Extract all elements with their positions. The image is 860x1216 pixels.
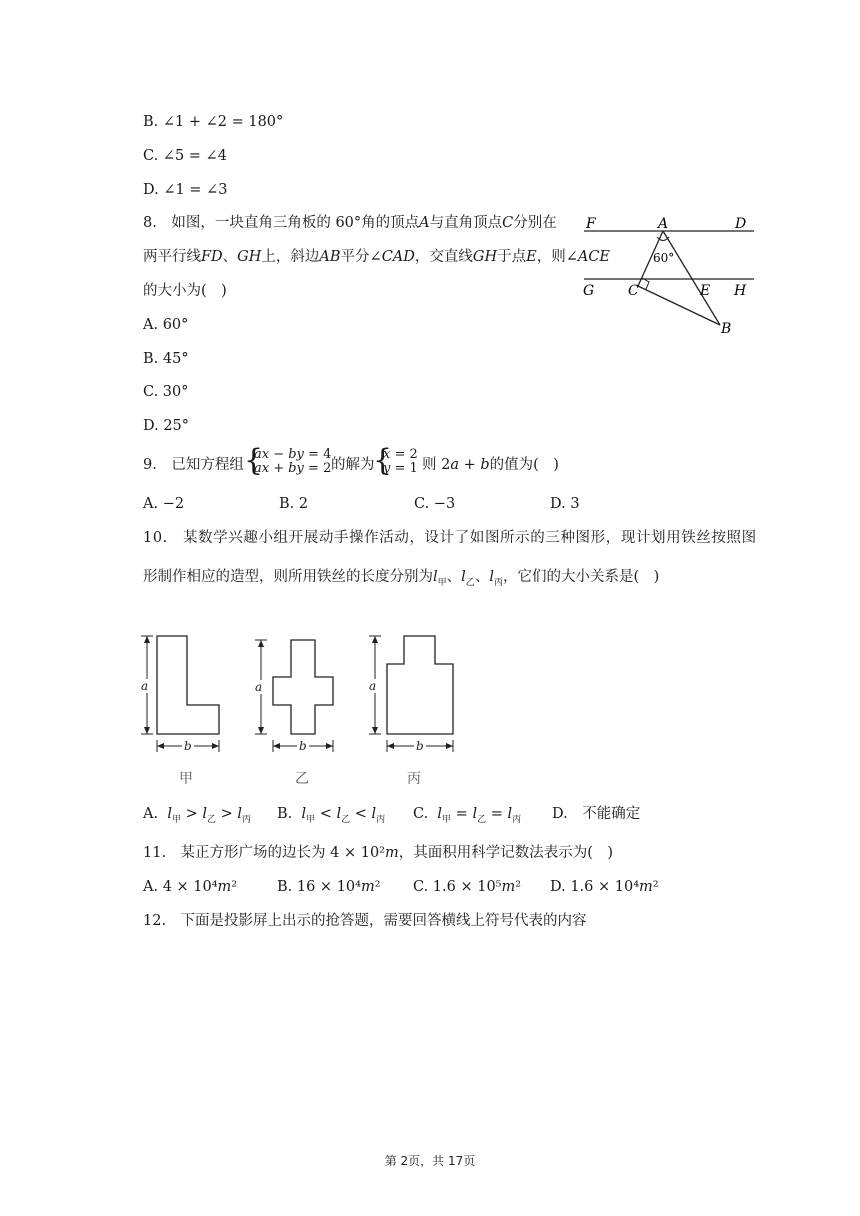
q10-label-b-yi: b	[299, 739, 307, 753]
label-g: G	[583, 283, 595, 299]
q11-option-c: C. 1.6 × 10⁵𝑚²	[413, 879, 522, 895]
q10-caption-jia: 甲	[179, 771, 193, 787]
q10-caption-bing: 丙	[407, 771, 421, 787]
q8-option-c: C. 30°	[143, 384, 189, 400]
label-b: B	[721, 321, 732, 337]
q10-stem-text-b: ，它们的大小关系是( )	[502, 569, 660, 585]
q10-shapes-figure	[135, 628, 465, 790]
q9-equation-2: 𝑎𝑥 + 𝑏𝑦 = 2	[254, 460, 332, 476]
q9-solution-y: 𝑦 = 1	[383, 460, 418, 476]
q11-stem: 11. 某正方形广场的边长为 4 × 10²𝑚，其面积用科学记数法表示为( )	[143, 845, 614, 861]
q10-stem-line2: 形制作相应的造型，则所用铁丝的长度分别为𝑙$_甲$、𝑙$_乙$、𝑙$_丙$，它们的大小关系是( )	[143, 569, 660, 588]
q10-stem-line1: 10. 某数学兴趣小组开展动手操作活动，设计了如图所示的三种图形，现计划用铁丝按照图	[143, 530, 757, 546]
q7-option-c: C. ∠5 = ∠4	[143, 148, 227, 164]
q7-option-d: D. ∠1 = ∠3	[143, 182, 228, 198]
q9-left-brace: {	[244, 443, 264, 478]
q10-option-a: A. 𝑙$_甲$ > 𝑙$_乙$ > 𝑙$_丙$	[143, 806, 252, 825]
q11-option-a: A. 4 × 10⁴𝑚²	[143, 879, 238, 895]
q9-option-c: C. −3	[414, 496, 456, 512]
q9-solution-x: 𝑥 = 2	[383, 447, 418, 462]
q9-solution	[383, 448, 418, 475]
q8-stem-line3: 的大小为( )	[143, 283, 227, 299]
q11-option-b: B. 16 × 10⁴𝑚²	[277, 879, 381, 895]
q9-middle: 的解为	[331, 457, 375, 473]
q10-stem-text-a: 形制作相应的造型，则所用铁丝的长度分别为	[143, 569, 433, 585]
label-c: C	[628, 283, 639, 299]
label-d: D	[735, 216, 747, 232]
q7-option-b: B. ∠1 + ∠2 = 180°	[143, 114, 284, 130]
q8-option-d: D. 25°	[143, 418, 190, 434]
q8-geometry-figure	[578, 212, 756, 338]
q10-label-b-jia: b	[184, 739, 192, 753]
q9-suffix: 则 2𝑎 + 𝑏的值为( )	[422, 457, 559, 473]
q9-option-a: A. −2	[143, 496, 185, 512]
q9-option-b: B. 2	[279, 496, 309, 512]
label-e: E	[700, 283, 711, 299]
q10-option-b: B. 𝑙$_甲$ < 𝑙$_乙$ < 𝑙$_丙$	[277, 806, 386, 825]
q10-label-a-jia: a	[141, 679, 149, 693]
q8-stem-line2: 两平行线𝐹𝐷、𝐺𝐻上，斜边𝐴𝐵平分∠𝐶𝐴𝐷，交直线𝐺𝐻于点𝐸，则∠𝐴𝐶𝐸	[143, 249, 610, 265]
q10-option-d: D. 不能确定	[552, 806, 641, 822]
label-angle-60: 60°	[653, 251, 675, 265]
q10-label-b-bing: b	[416, 739, 424, 753]
q9-right-brace: {	[373, 443, 393, 478]
page-footer: 第 2页，共 17页	[384, 1154, 476, 1168]
q8-stem-line1: 8. 如图，一块直角三角板的 60°角的顶点𝐴与直角顶点𝐶分别在	[143, 215, 557, 231]
q9-equation-1: 𝑎𝑥 − 𝑏𝑦 = 4	[254, 447, 332, 462]
q8-option-a: A. 60°	[143, 317, 189, 333]
label-f: F	[586, 216, 596, 232]
q12-stem: 12. 下面是投影屏上出示的抢答题，需要回答横线上符号代表的内容	[143, 913, 587, 929]
q9-equation-system	[254, 448, 331, 475]
label-a: A	[658, 216, 669, 232]
q8-option-b: B. 45°	[143, 351, 189, 367]
label-h: H	[734, 283, 747, 299]
q10-caption-yi: 乙	[295, 771, 309, 787]
q9-option-d: D. 3	[550, 496, 580, 512]
q11-option-d: D. 1.6 × 10⁴𝑚²	[550, 879, 659, 895]
q10-label-a-yi: a	[255, 680, 263, 694]
q10-label-a-bing: a	[369, 679, 377, 693]
q9-prefix: 9. 已知方程组	[143, 457, 244, 473]
q10-option-c: C. 𝑙$_甲$ = 𝑙$_乙$ = 𝑙$_丙$	[413, 806, 522, 825]
